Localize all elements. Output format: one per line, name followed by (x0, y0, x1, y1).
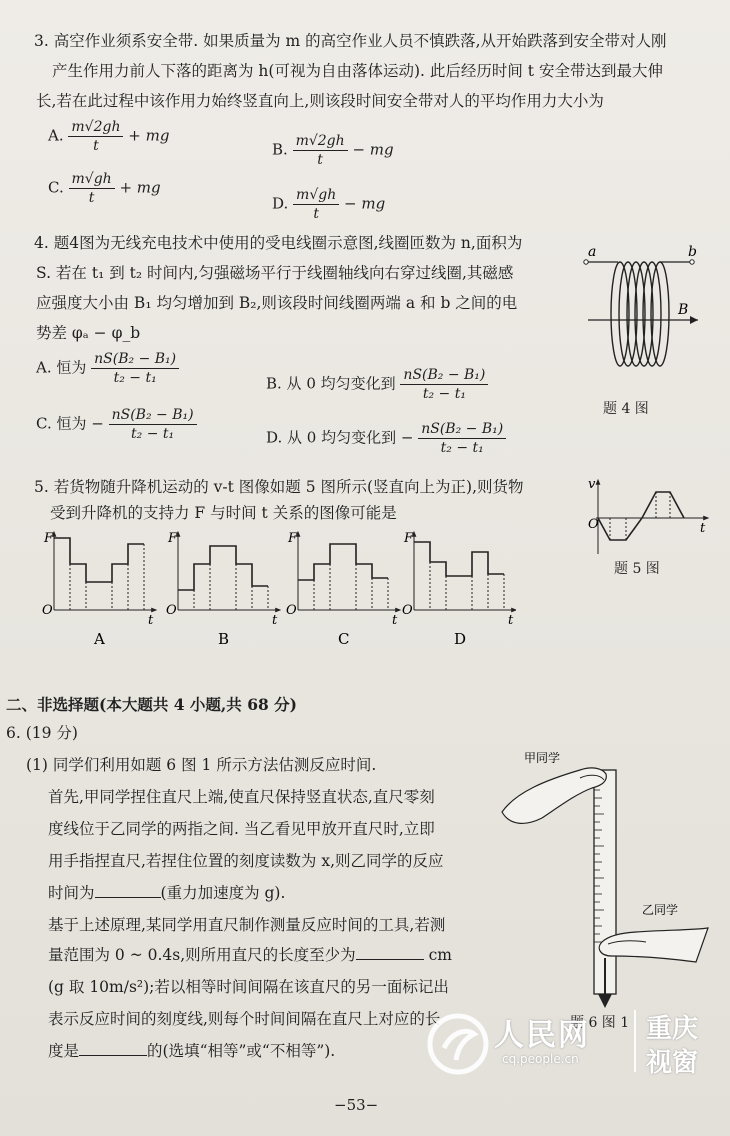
fig4-caption: 题 4 图 (603, 401, 649, 417)
logo-sub: cq.people.cn (502, 1052, 579, 1066)
q6-p5: 时间为 (重力加速度为 g). (48, 884, 286, 902)
svg-text:v: v (588, 477, 596, 492)
graph-d (402, 531, 516, 648)
svg-text:t: t (392, 613, 398, 628)
q4-option-c: C. 恒为 − $\frac{\text{nS(B₂ − B₁)}}{\text{t₂ − t₁}}$ (36, 406, 197, 443)
q4-line-3: 应强度大小由 B₁ 均匀增加到 B₂,则该段时间线圈两端 a 和 b 之间的电 (36, 294, 518, 312)
q3-line-2: 产生作用力前人下落的距离为 h(可视为自由落体运动). 此后经历时间 t 安全带达到最大伸 (52, 62, 663, 80)
q4-line-4: 势差 φₐ − φ_b (36, 324, 141, 342)
svg-text:F: F (288, 531, 298, 546)
q6-p2: 首先,甲同学捏住直尺上端,使直尺保持竖直状态,直尺零刻 (48, 788, 435, 806)
graph-d-label: D (454, 630, 467, 648)
coil-turns (611, 262, 669, 366)
field-arrow-icon (690, 316, 698, 324)
label-yi: 乙同学 (642, 903, 679, 917)
fig5-caption: 题 5 图 (614, 561, 660, 577)
svg-text:F: F (44, 531, 54, 546)
graph-b-label: B (218, 630, 230, 648)
q3-option-a: A. $\frac{m√2gh}{t}$ + mg (48, 119, 170, 154)
coil-figure (574, 244, 710, 394)
q6-p4: 用手指捏直尺,若捏住位置的刻度读数为 x,则乙同学的反应 (48, 852, 444, 870)
label-a: a (588, 244, 597, 260)
svg-text:O: O (166, 603, 177, 618)
label-b: b (688, 244, 697, 260)
graph-c-label: C (338, 630, 350, 648)
q5-option-graphs (36, 528, 516, 654)
q4-option-d: D. 从 0 均匀变化到 − $\frac{\text{nS(B₂ − B₁)}}{\text{t₂ − t₁}}$ (266, 420, 506, 457)
ruler-figure (496, 752, 718, 1014)
svg-text:O: O (402, 603, 413, 618)
logo-side-2: 视窗 (646, 1048, 699, 1078)
graph-d-curve (414, 542, 504, 576)
terminal-b (690, 260, 694, 264)
q4-option-b: B. 从 0 均匀变化到 $\frac{\text{nS(B₂ − B₁)}}{\text{t₂ − t₁}}$ (266, 366, 488, 403)
answer-blank-reaction-time[interactable] (95, 897, 161, 898)
q3-option-b: B. $\frac{m√2gh}{t}$ − mg (272, 133, 394, 168)
vt-curve (598, 492, 684, 540)
fig6-caption: 题 6 图 1 (570, 1015, 630, 1031)
svg-text:F: F (404, 531, 414, 546)
graph-b-curve (178, 546, 268, 590)
svg-text:F: F (168, 531, 178, 546)
q4-option-a: A. 恒为 $\frac{\text{nS(B₂ − B₁)}}{\text{t₂ − t₁}}$ (36, 350, 179, 387)
q4-line-1: 4. 题4图为无线充电技术中使用的受电线圈示意图,线圈匝数为 n,面积为 (34, 234, 523, 252)
label-field-B: B (678, 302, 689, 318)
svg-text:O: O (588, 517, 599, 532)
graph-c-curve (298, 544, 388, 580)
q6-p3: 度线位于乙同学的两指之间. 当乙看见甲放开直尺时,立即 (48, 820, 435, 838)
logo-main: 人民网 (494, 1018, 590, 1053)
graph-a-label: A (94, 630, 105, 648)
q6-head: 6. (19 分) (6, 724, 78, 742)
answer-blank-equal-or-not[interactable] (79, 1055, 147, 1056)
q3-line-1: 3. 高空作业须系安全带. 如果质量为 m 的高空作业人员不慎跌落,从开始跌落到安全带对人刚 (34, 32, 667, 50)
svg-text:t: t (272, 613, 278, 628)
q6-p10: 度是 的(选填“相等”或“不相等”). (48, 1042, 336, 1060)
q5-line-1: 5. 若货物随升降机运动的 v-t 图像如题 5 图所示(竖直向上为正),则货物 (34, 478, 524, 496)
q6-p1: (1) 同学们利用如题 6 图 1 所示方法估测反应时间. (26, 756, 377, 774)
q6-p9: 表示反应时间的刻度线,则每个时间间隔在直尺上对应的长 (48, 1010, 441, 1028)
terminal-a (584, 260, 588, 264)
hand-upper (502, 768, 606, 823)
svg-text:O: O (42, 603, 53, 618)
q4-line-2: S. 若在 t₁ 到 t₂ 时间内,匀强磁场平行于线圈轴线向右穿过线圈,其磁感 (36, 264, 514, 282)
graph-b (166, 531, 280, 648)
people-cn-logo (420, 1004, 720, 1084)
q5-line-2: 受到升降机的支持力 F 与时间 t 关系的图像可能是 (50, 504, 397, 522)
label-jia: 甲同学 (524, 752, 561, 765)
graph-c (286, 531, 400, 648)
vt-figure (586, 476, 714, 558)
svg-text:t: t (508, 613, 514, 628)
q3-option-d: D. $\frac{m√gh}{t}$ − mg (272, 187, 386, 222)
q3-line-3: 长,若在此过程中该作用力始终竖直向上,则该段时间安全带对人的平均作用力大小为 (36, 92, 604, 110)
svg-text:t: t (148, 613, 154, 628)
answer-blank-ruler-length[interactable] (356, 959, 424, 960)
graph-a-curve (54, 538, 144, 582)
q6-p6: 基于上述原理,某同学用直尺制作测量反应时间的工具,若测 (48, 916, 446, 934)
svg-text:t: t (700, 521, 706, 536)
q6-p8: (g 取 10m/s²);若以相等时间间隔在该直尺的另一面标记出 (48, 978, 449, 996)
section-2-title: 二、非选择题(本大题共 4 小题,共 68 分) (6, 695, 298, 714)
graph-a (42, 531, 156, 648)
svg-text:O: O (286, 603, 297, 618)
q3-option-c: C. $\frac{m√gh}{t}$ + mg (48, 171, 161, 206)
q6-p7: 量范围为 0 ~ 0.4s,则所用直尺的长度至少为 cm (48, 946, 452, 964)
logo-side-1: 重庆 (646, 1014, 699, 1044)
page-number: −53− (334, 1096, 379, 1114)
